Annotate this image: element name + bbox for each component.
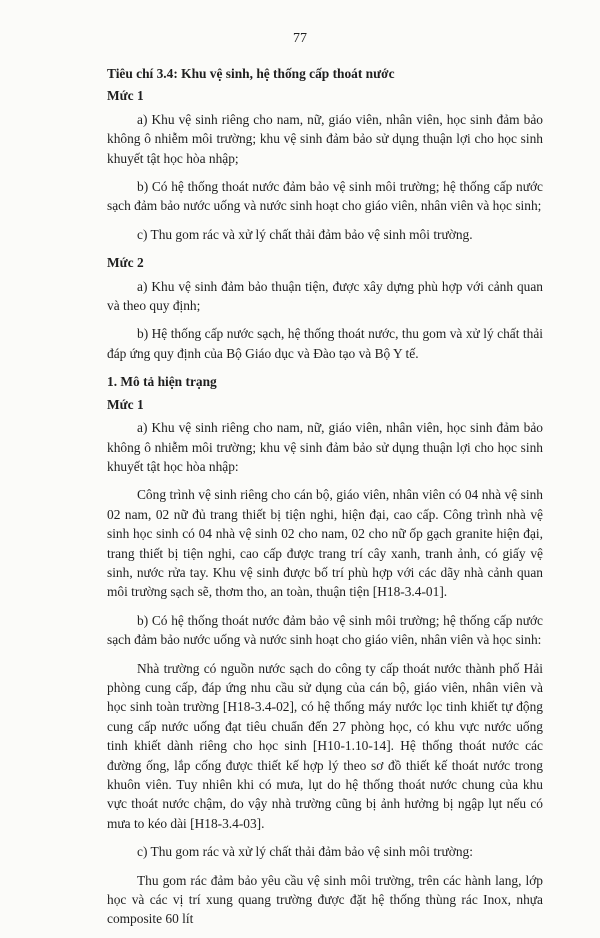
- status-item-b-description: Nhà trường có nguồn nước sạch do công ty cấp thoát nước thành phố Hải phòng cung cấp, đáp ứng nhu cầu sử dụng của cán bộ, giáo viên, nhân viên và học sinh toàn trường [H18-3.4-02], có hệ thống máy nước lọc tinh khiết tự động cung cấp nước uống đạt tiêu chuẩn đến 27 phòng học, có khu vực nước uống tinh khiết dành riêng cho học sinh [H10-1.10-14]. Hệ thống thoát nước các đường ống, lắp cống được thiết kế hợp lý theo sơ đồ thiết kế thoát nước trong khuôn viên. Tuy nhiên khi có mưa, lụt do hệ thống thoát nước chung của khu vực thoát nước chậm, do vậy nhà trường cũng bị ảnh hưởng bị ngập lụt nếu có mưa to kéo dài [H18-3.4-03].: [107, 660, 543, 831]
- section-level-1-heading: Mức 1: [107, 396, 144, 412]
- criterion-item-b: b) Có hệ thống thoát nước đảm bảo vệ sinh môi trường; hệ thống cấp nước sạch đảm bảo nước uống và nước sinh hoạt cho giáo viên, nhân viên và học sinh;: [107, 179, 543, 214]
- level-2-item-b: b) Hệ thống cấp nước sạch, hệ thống thoát nước, thu gom và xử lý chất thải đáp ứng quy định của Bộ Giáo dục và Đào tạo và Bộ Y tế.: [107, 326, 543, 361]
- page-content: [107, 64, 543, 938]
- level-2-item-a: a) Khu vệ sinh đảm bảo thuận tiện, được xây dựng phù hợp với cảnh quan và theo quy định;: [107, 278, 543, 314]
- status-item-a-description: Công trình vệ sinh riêng cho cán bộ, giáo viên, nhân viên có 04 nhà vệ sinh 02 nam, 02 nữ đủ trang thiết bị tiện nghi, hiện đại, cao cấp. Công trình nhà vệ sinh học sinh có 04 nhà vệ sinh 02 cho nam, 02 cho nữ ốp gạch granite hiện đại, trang thiết bị tiện nghi, cao cấp được trang trí cây xanh, tranh ảnh, có giấy vệ sinh, nước rửa tay. Khu vệ sinh được bố trí phù hợp với các dãy nhà cảnh quan môi trường sạch sẽ, thơm tho, an toàn, thuận tiện [H18-3.4-01].: [107, 487, 543, 600]
- status-item-a: a) Khu vệ sinh riêng cho nam, nữ, giáo viên, nhân viên, học sinh đảm bảo không ô nhiễm môi trường; khu vệ sinh đảm bảo sử dụng thuận lợi cho học sinh khuyết tật học hòa nhập:: [107, 420, 543, 474]
- level-1-heading: Mức 1: [107, 88, 144, 104]
- criterion-item-c: c) Thu gom rác và xử lý chất thải đảm bảo vệ sinh môi trường.: [137, 226, 473, 242]
- level-2-heading: Mức 2: [107, 255, 144, 271]
- section-title: 1. Mô tả hiện trạng: [107, 374, 217, 390]
- status-item-b: b) Có hệ thống thoát nước đảm bảo vệ sinh môi trường; hệ thống cấp nước sạch đảm bảo nước uống và nước sinh hoạt cho giáo viên, nhân viên và học sinh:: [107, 612, 543, 648]
- page-number: 77: [293, 31, 307, 46]
- status-item-c: c) Thu gom rác và xử lý chất thải đảm bảo vệ sinh môi trường:: [137, 844, 473, 860]
- criterion-title: Tiêu chí 3.4: Khu vệ sinh, hệ thống cấp thoát nước: [107, 66, 395, 81]
- criterion-item-a: a) Khu vệ sinh riêng cho nam, nữ, giáo viên, nhân viên, học sinh đảm bảo không ô nhiễm môi trường; khu vệ sinh đảm bảo sử dụng thuận lợi cho học sinh khuyết tật học hòa nhập;: [107, 111, 543, 166]
- status-item-c-description: Thu gom rác đảm bảo yêu cầu vệ sinh môi trường, trên các hành lang, lớp học và các vị trí xung quang trường được đặt hệ thống thùng rác Inox, nhựa composite 60 lít: [107, 872, 543, 927]
